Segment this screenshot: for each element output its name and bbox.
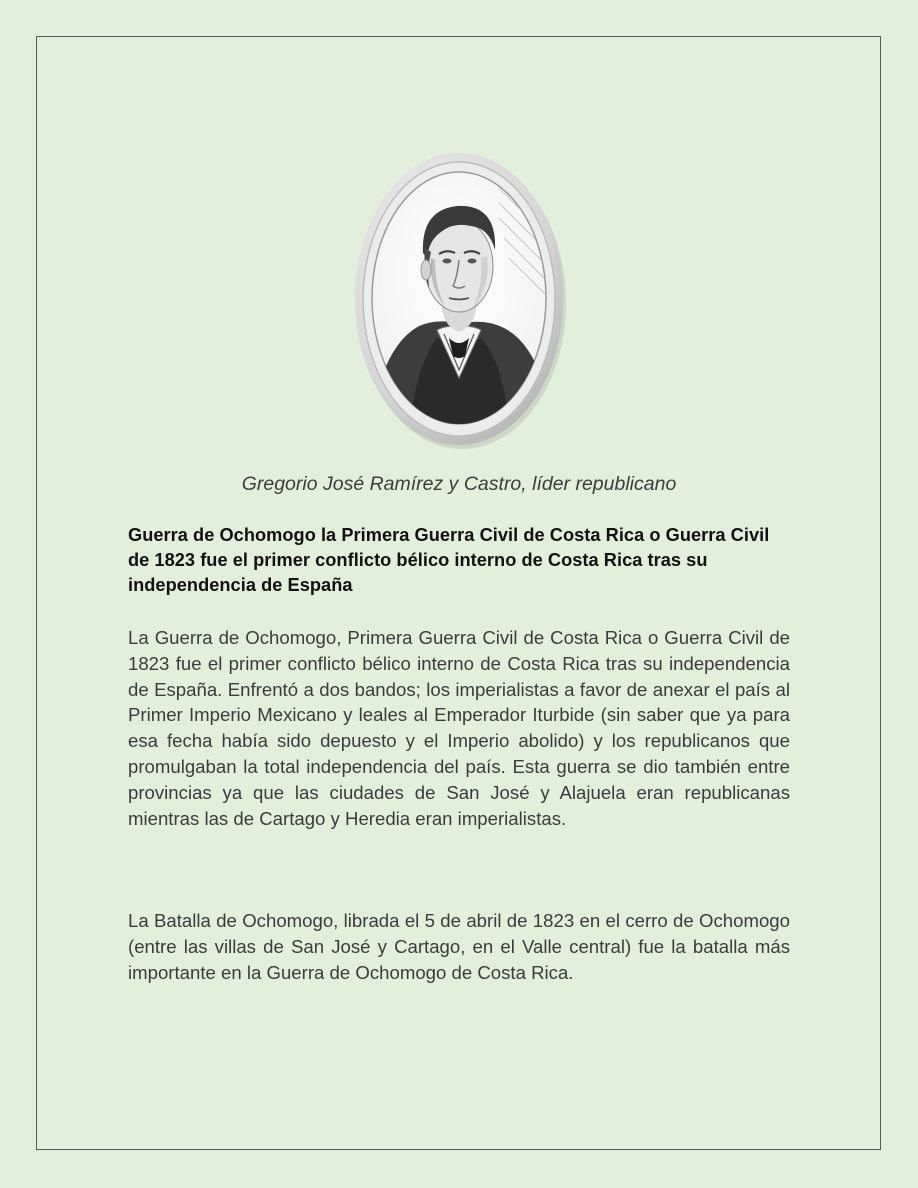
article-headline: Guerra de Ochomogo la Primera Guerra Civil de Costa Rica o Guerra Civil de 1823 fue el primer conflicto bélico interno de Costa Rica tras su independencia de España xyxy=(128,525,770,595)
portrait-caption: Gregorio José Ramírez y Castro, líder republicano xyxy=(241,473,677,495)
portrait-engraving-icon xyxy=(349,148,569,451)
portrait-image xyxy=(349,148,569,451)
body-paragraph-1: La Guerra de Ochomogo, Primera Guerra Civil de Costa Rica o Guerra Civil de 1823 fue el primer conflicto bélico interno de Costa Rica tras su independencia de España. Enfrentó a dos bandos; los imperialistas a favor de anexar el país al Primer Imperio Mexicano y leales al Emperador Iturbide (sin saber que ya para esa fecha había sido depuesto y el Imperio abolido) y los republicanos que promulgaban la total independencia del país. Esta guerra se dio también entre provincias ya que las ciudades de San José y Alajuela eran republicanas mientras las de Cartago y Heredia eran imperialistas. xyxy=(128,627,790,829)
body-paragraph-2: La Batalla de Ochomogo, librada el 5 de abril de 1823 en el cerro de Ochomogo (entre las villas de San José y Cartago, en el Valle central) fue la batalla más importante en la Guerra de Ochomogo de Costa Rica. xyxy=(128,910,790,983)
